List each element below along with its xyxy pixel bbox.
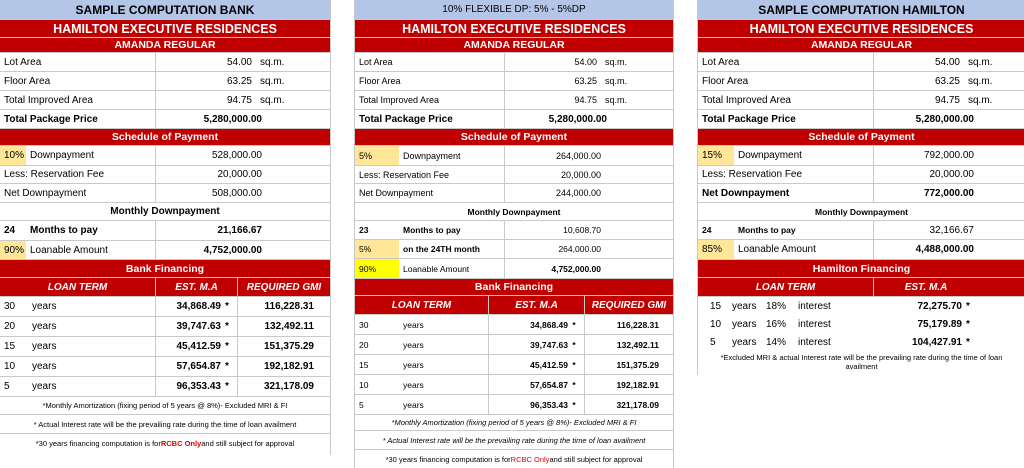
unit-title-text: AMANDA REGULAR: [810, 39, 913, 51]
term-required-gmi: 132,492.11: [264, 321, 314, 332]
financing-title-text: Bank Financing: [125, 262, 205, 275]
m24-value: 264,000.00: [558, 244, 601, 254]
net-dp-row: [0, 184, 330, 203]
dp-label: Downpayment: [399, 146, 505, 165]
term-est-ma-value: 57,654.87: [530, 379, 568, 390]
term-est-ma: [489, 335, 585, 354]
col-loan-term: LOAN TERM: [355, 296, 489, 314]
term-unit: years: [28, 377, 156, 396]
tpp-row: [698, 110, 1024, 129]
lot-area-label: Lot Area: [355, 53, 505, 71]
term-star: *: [966, 318, 970, 330]
col-required-gmi: REQUIRED GMI: [591, 299, 667, 311]
loan-term-row: [355, 335, 673, 355]
months-row: [0, 221, 330, 241]
lot-area-unit: sq.m.: [968, 56, 993, 68]
months-value: 10,608.70: [563, 225, 601, 235]
loan-term-row: [355, 315, 673, 335]
project-title-text: HAMILTON EXECUTIVE RESIDENCES: [402, 21, 626, 36]
ndp-value: 244,000.00: [555, 188, 601, 198]
term-est-ma: [874, 297, 978, 315]
financing-title: [355, 279, 673, 296]
term-est-ma: [489, 355, 585, 374]
loan-term-row: [355, 355, 673, 375]
term-years: 30: [359, 319, 369, 330]
downpayment-row: [0, 146, 330, 166]
lot-area-value: 54.00: [574, 57, 597, 67]
term-unit: years: [28, 357, 156, 376]
panel-title: [698, 0, 1024, 20]
note-excluded-mri: [698, 351, 1024, 373]
loan-label: Loanable Amount: [734, 240, 874, 259]
floor-area-label: Floor Area: [698, 72, 874, 90]
ndp-value: 508,000.00: [211, 187, 262, 199]
loan-term-row: [698, 297, 1024, 315]
term-est-ma: [489, 315, 585, 334]
monthly-title: [0, 203, 330, 221]
months-row: [355, 221, 673, 240]
note-rcbc: [0, 434, 330, 453]
improved-area-unit: sq.m.: [968, 94, 993, 106]
term-years: 10: [710, 318, 722, 330]
term-star: *: [225, 381, 229, 392]
term-unit: years: [732, 336, 757, 348]
financing-header: [355, 296, 673, 315]
loan-term-row: [355, 395, 673, 415]
improved-area-row: [698, 91, 1024, 110]
term-star: *: [572, 379, 576, 390]
note-interest-text: * Actual Interest rate will be the prevailing rate during the time of loan availment: [382, 435, 646, 445]
floor-area-row: [0, 72, 330, 91]
loan-label: Loanable Amount: [26, 241, 156, 259]
monthly-title-text: Monthly Downpayment: [814, 206, 909, 217]
note-interest-text: * Actual Interest rate will be the prevailing rate during the time of loan availment: [33, 419, 297, 429]
panel-title-text: SAMPLE COMPUTATION HAMILTON: [758, 2, 965, 17]
term-required-gmi: 321,178.09: [616, 399, 659, 410]
term-est-ma-value: 39,747.63: [176, 321, 221, 332]
floor-area-unit: sq.m.: [260, 75, 285, 87]
floor-area-unit: sq.m.: [968, 75, 993, 87]
dp-value: 264,000.00: [555, 150, 601, 161]
term-star: *: [572, 359, 576, 370]
term-required-gmi: 132,492.11: [616, 339, 659, 350]
months-label: Months to pay: [734, 221, 874, 239]
months-num: 23: [359, 225, 369, 235]
loan-term-row: [0, 357, 330, 377]
ndp-label: Net Downpayment: [0, 184, 156, 202]
note-rcbc-pre: *30 years financing computation is for: [385, 454, 511, 464]
term-interest-label: interest: [798, 318, 831, 330]
term-years: 5: [710, 336, 716, 348]
note-amortization-text: *Monthly Amortization (fixing period of 5 years @ 8%)- Excluded MRI & FI: [391, 417, 637, 427]
term-years: 15: [4, 341, 16, 352]
term-est-ma-value: 96,353.43: [530, 399, 568, 410]
loanable-row: [0, 241, 330, 260]
term-est-ma: [156, 297, 238, 316]
term-unit: years: [399, 395, 489, 414]
term-est-ma-value: 57,654.87: [176, 361, 221, 372]
term-est-ma: [156, 357, 238, 376]
loanable-row: [698, 240, 1024, 260]
term-years: 30: [4, 301, 16, 312]
schedule-title: [0, 129, 330, 146]
months-value: 32,166.67: [929, 224, 974, 236]
improved-area-value: 94.75: [934, 94, 960, 106]
term-years: 15: [359, 359, 369, 370]
term-est-ma: [156, 337, 238, 356]
lot-area-value: 54.00: [226, 56, 252, 68]
improved-area-label: Total Improved Area: [698, 91, 874, 109]
dp-pct: 10%: [0, 146, 26, 165]
rf-value: 20,000.00: [929, 169, 974, 180]
financing-title-text: Bank Financing: [474, 281, 554, 293]
term-required-gmi: 192,182.91: [616, 379, 659, 390]
months-row: [698, 221, 1024, 240]
term-est-ma-value: 72,275.70: [917, 300, 962, 312]
lot-area-row: [698, 53, 1024, 72]
term-years: 10: [4, 361, 16, 372]
monthly-title-text: Monthly Downpayment: [110, 206, 220, 217]
loan-value: 4,752,000.00: [203, 244, 262, 256]
project-title: [0, 20, 330, 38]
monthly-title: [698, 203, 1024, 221]
unit-title: [0, 38, 330, 53]
m24-pct: 5%: [355, 240, 399, 258]
tpp-row: [355, 110, 673, 129]
term-required-gmi: 151,375.29: [616, 359, 659, 370]
term-years: 10: [359, 379, 369, 390]
note-rcbc-red: RCBC Only: [510, 454, 550, 464]
term-unit: years: [28, 317, 156, 336]
net-dp-row: [698, 184, 1024, 203]
dp-value: 528,000.00: [211, 150, 262, 161]
lot-area-label: Lot Area: [0, 53, 156, 71]
loan-pct: 90%: [355, 259, 399, 278]
net-dp-row: [355, 184, 673, 203]
note-rcbc-red: RCBC Only: [160, 439, 202, 448]
note-amortization: [355, 414, 673, 431]
term-years: 20: [359, 339, 369, 350]
term-years: 5: [359, 399, 364, 410]
tpp-value: 5,280,000.00: [915, 113, 974, 125]
term-star: *: [966, 336, 970, 348]
term-required-gmi: 151,375.29: [263, 341, 314, 352]
loan-value: 4,488,000.00: [915, 244, 974, 255]
tpp-label: Total Package Price: [355, 110, 505, 128]
schedule-title: [355, 129, 673, 146]
note-rcbc-post: and still subject for approval: [549, 454, 643, 464]
financing-header: [698, 278, 1024, 297]
dp-label: Downpayment: [734, 146, 874, 165]
term-required-gmi: 116,228.31: [264, 301, 314, 312]
tpp-value: 5,280,000.00: [203, 113, 262, 125]
loan-term-row: [698, 315, 1024, 333]
term-unit: years: [28, 337, 156, 356]
months-num: 24: [4, 225, 16, 236]
panel-bank: [0, 0, 331, 455]
rf-label: Less: Reservation Fee: [355, 166, 505, 183]
project-title: [355, 20, 673, 38]
floor-area-row: [698, 72, 1024, 91]
term-rate: 16%: [766, 318, 787, 330]
dp-pct: 15%: [698, 146, 734, 165]
rf-value: 20,000.00: [560, 169, 601, 180]
term-est-ma: [874, 315, 978, 333]
dp-value: 792,000.00: [923, 150, 974, 161]
dp-pct: 5%: [355, 146, 399, 165]
note-excluded-mri-text: *Excluded MRI & actual Interest rate will be the prevailing rate during the time of loan availment: [720, 353, 1003, 371]
lot-area-unit: sq.m.: [260, 56, 285, 68]
unit-title: [698, 38, 1024, 53]
term-star: *: [225, 341, 229, 352]
unit-title-text: AMANDA REGULAR: [114, 39, 216, 51]
panel-title-text: 10% FLEXIBLE DP: 5% - 5%DP: [442, 4, 586, 15]
months-label: Months to pay: [399, 221, 505, 239]
term-est-ma-value: 75,179.89: [917, 318, 962, 330]
term-star: *: [225, 321, 229, 332]
term-unit: years: [28, 297, 156, 316]
term-unit: years: [732, 318, 757, 330]
tpp-label: Total Package Price: [0, 110, 156, 128]
term-unit: years: [399, 315, 489, 334]
term-years: 20: [4, 321, 16, 332]
lot-area-value: 54.00: [934, 56, 960, 68]
loan-term-row: [0, 377, 330, 397]
tpp-label: Total Package Price: [698, 110, 874, 128]
loan-term-row: [355, 375, 673, 395]
term-star: *: [225, 361, 229, 372]
term-est-ma-value: 45,412.59: [530, 359, 568, 370]
lot-area-label: Lot Area: [698, 53, 874, 71]
loan-term-row: [0, 297, 330, 317]
lot-area-unit: sq.m.: [605, 57, 628, 67]
loan-pct: 85%: [698, 240, 734, 259]
monthly-title-text: Monthly Downpayment: [467, 206, 561, 217]
schedule-title-text: Schedule of Payment: [460, 131, 568, 143]
financing-header: [0, 278, 330, 297]
loan-term-row: [0, 317, 330, 337]
term-rate: 18%: [766, 300, 787, 312]
reservation-row: [355, 166, 673, 184]
schedule-title-text: Schedule of Payment: [808, 131, 915, 143]
note-rcbc: [355, 450, 673, 468]
panel-title-text: SAMPLE COMPUTATION BANK: [75, 2, 255, 17]
financing-title: [698, 260, 1024, 278]
term-est-ma: [489, 395, 585, 414]
term-star: *: [225, 301, 229, 312]
improved-area-row: [0, 91, 330, 110]
floor-area-value: 63.25: [934, 75, 960, 87]
panel-hamilton: [697, 0, 1024, 375]
note-rcbc-post: and still subject for approval: [201, 439, 295, 448]
term-est-ma: [156, 377, 238, 396]
rf-value: 20,000.00: [217, 169, 262, 180]
m24-label: on the 24TH month: [399, 240, 505, 258]
improved-area-label: Total Improved Area: [355, 91, 505, 109]
schedule-title-text: Schedule of Payment: [111, 131, 219, 143]
floor-area-label: Floor Area: [0, 72, 156, 90]
term-star: *: [572, 319, 576, 330]
term-interest-label: interest: [798, 300, 831, 312]
term-est-ma-value: 96,353.43: [176, 381, 221, 392]
loan-value: 4,752,000.00: [551, 263, 601, 274]
col-required-gmi: REQUIRED GMI: [246, 281, 322, 293]
improved-area-value: 94.75: [226, 94, 252, 106]
term-est-ma-value: 104,427.91: [911, 336, 962, 348]
term-est-ma: [874, 333, 978, 351]
floor-area-value: 63.25: [226, 75, 252, 87]
note-amortization: [0, 396, 330, 415]
downpayment-row: [698, 146, 1024, 166]
term-required-gmi: 116,228.31: [616, 319, 659, 330]
schedule-title: [698, 129, 1024, 146]
rf-label: Less: Reservation Fee: [0, 166, 156, 183]
rf-label: Less: Reservation Fee: [698, 166, 874, 183]
term-unit: years: [399, 335, 489, 354]
reservation-row: [698, 166, 1024, 184]
term-years: 15: [710, 300, 722, 312]
floor-area-unit: sq.m.: [605, 76, 628, 86]
loanable-row: [355, 259, 673, 279]
ndp-value: 772,000.00: [923, 187, 974, 199]
col-est-ma: EST. M.A: [156, 278, 238, 296]
financing-title: [0, 260, 330, 278]
improved-area-unit: sq.m.: [260, 94, 285, 106]
col-loan-term: LOAN TERM: [698, 278, 874, 296]
ndp-label: Net Downpayment: [355, 184, 505, 202]
lot-area-row: [0, 53, 330, 72]
improved-area-label: Total Improved Area: [0, 91, 156, 109]
term-star: *: [572, 399, 576, 410]
term-est-ma-value: 34,868.49: [176, 301, 221, 312]
term-interest-label: interest: [798, 336, 831, 348]
term-est-ma: [156, 317, 238, 336]
improved-area-value: 94.75: [574, 95, 597, 105]
term-star: *: [966, 300, 970, 312]
months-num: 24: [702, 225, 712, 235]
reservation-row: [0, 166, 330, 184]
dp-label: Downpayment: [26, 146, 156, 165]
note-amortization-text: *Monthly Amortization (fixing period of 5 years @ 8%)- Excluded MRI & FI: [42, 400, 288, 410]
ndp-label: Net Downpayment: [698, 184, 874, 202]
term-unit: years: [732, 300, 757, 312]
note-rcbc-pre: *30 years financing computation is for: [35, 439, 161, 448]
floor-area-value: 63.25: [574, 76, 597, 86]
term-required-gmi: 321,178.09: [263, 381, 314, 392]
lot-area-row: [355, 53, 673, 72]
floor-area-label: Floor Area: [355, 72, 505, 90]
term-required-gmi: 192,182.91: [263, 361, 314, 372]
project-title-text: HAMILTON EXECUTIVE RESIDENCES: [53, 21, 277, 36]
note-interest: [355, 431, 673, 450]
col-est-ma: EST. M.A: [489, 296, 585, 314]
term-est-ma-value: 39,747.63: [530, 339, 568, 350]
term-est-ma: [489, 375, 585, 394]
term-est-ma-value: 45,412.59: [176, 341, 221, 352]
project-title: [698, 20, 1024, 38]
term-unit: years: [399, 355, 489, 374]
panel-flexible-dp: [354, 0, 674, 468]
tpp-value: 5,280,000.00: [548, 113, 607, 125]
floor-area-row: [355, 72, 673, 91]
col-loan-term: LOAN TERM: [0, 278, 156, 296]
project-title-text: HAMILTON EXECUTIVE RESIDENCES: [749, 21, 974, 36]
financing-title-text: Hamilton Financing: [812, 262, 911, 275]
panel-title: [0, 0, 330, 20]
month-24-row: [355, 240, 673, 259]
term-est-ma-value: 34,868.49: [530, 319, 568, 330]
months-label: Months to pay: [26, 221, 156, 240]
loan-pct: 90%: [0, 241, 26, 259]
improved-area-unit: sq.m.: [605, 95, 628, 105]
loan-term-row: [0, 337, 330, 357]
loan-label: Loanable Amount: [399, 259, 505, 278]
loan-term-row: [698, 333, 1024, 351]
note-interest: [0, 415, 330, 434]
downpayment-row: [355, 146, 673, 166]
col-est-ma: EST. M.A: [904, 281, 948, 293]
term-rate: 14%: [766, 336, 787, 348]
unit-title-text: AMANDA REGULAR: [463, 39, 565, 51]
tpp-row: [0, 110, 330, 129]
panel-title: [355, 0, 673, 20]
term-star: *: [572, 339, 576, 350]
term-unit: years: [399, 375, 489, 394]
months-value: 21,166.67: [217, 225, 262, 236]
term-years: 5: [4, 381, 10, 392]
unit-title: [355, 38, 673, 53]
monthly-title: [355, 203, 673, 221]
improved-area-row: [355, 91, 673, 110]
